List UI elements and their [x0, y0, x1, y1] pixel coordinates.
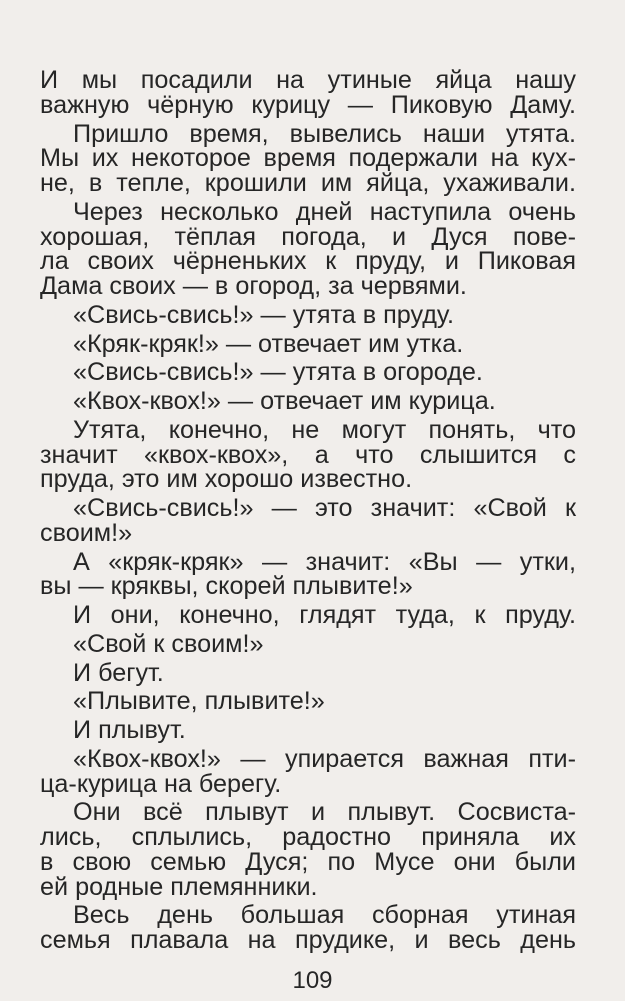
text-line: в свою семью Дуся; по Мусе они были	[40, 848, 576, 876]
text-line: «Свись-свись!» — утята в огороде.	[73, 358, 483, 386]
text-line: «Свись-свись!» — утята в пруду.	[73, 301, 454, 329]
text-line: пруда, это им хорошо известно.	[40, 465, 413, 493]
text-line: «Свой к своим!»	[73, 630, 264, 658]
text-line: И плывут.	[73, 716, 186, 744]
text-line: не, в тепле, крошили им яйца, ухаживали.	[40, 169, 576, 197]
text-line: «Плывите, плывите!»	[73, 687, 325, 715]
text-line: Дама своих — в огород, за червями.	[40, 272, 467, 300]
text-line: вы — кряквы, скорей плывите!»	[40, 572, 413, 600]
text-line: И они, конечно, глядят туда, к пруду.	[73, 601, 576, 629]
text-line: значит «квох-квох», а что слышится с	[40, 441, 576, 469]
text-line: ла своих чёрненьких к пруду, и Пиковая	[40, 247, 576, 275]
text-line: И бегут.	[73, 659, 164, 687]
text-line: важную чёрную курицу — Пиковую Даму.	[40, 91, 576, 119]
text-line: семья плавала на прудике, и весь день	[40, 926, 576, 954]
text-line: Пришло время, вывелись наши утята.	[73, 120, 576, 148]
text-line: А «кряк-кряк» — значит: «Вы — утки,	[73, 548, 576, 576]
text-line: Мы их некоторое время подержали на кух-	[40, 144, 576, 172]
text-line: лись, сплылись, радостно приняла их	[40, 823, 576, 851]
text-line: И мы посадили на утиные яйца нашу	[40, 66, 576, 94]
text-line: хорошая, тёплая погода, и Дуся пове-	[40, 223, 576, 251]
text-line: «Квох-квох!» — отвечает им курица.	[73, 387, 496, 415]
text-line: «Свись-свись!» — это значит: «Свой к	[73, 494, 576, 522]
text-line: ей родные племянники.	[40, 873, 318, 901]
text-line: «Квох-квох!» — упирается важная пти-	[73, 745, 576, 773]
text-line: своим!»	[40, 519, 133, 547]
page-number: 109	[292, 967, 333, 994]
text-line: «Кряк-кряк!» — отвечает им утка.	[73, 330, 464, 358]
text-line: Они всё плывут и плывут. Сосвиста-	[73, 798, 576, 826]
text-line: Весь день большая сборная утиная	[73, 901, 576, 929]
text-line: Через несколько дней наступила очень	[73, 198, 576, 226]
text-line: Утята, конечно, не могут понять, что	[73, 416, 576, 444]
text-line: ца-курица на берегу.	[40, 770, 282, 798]
